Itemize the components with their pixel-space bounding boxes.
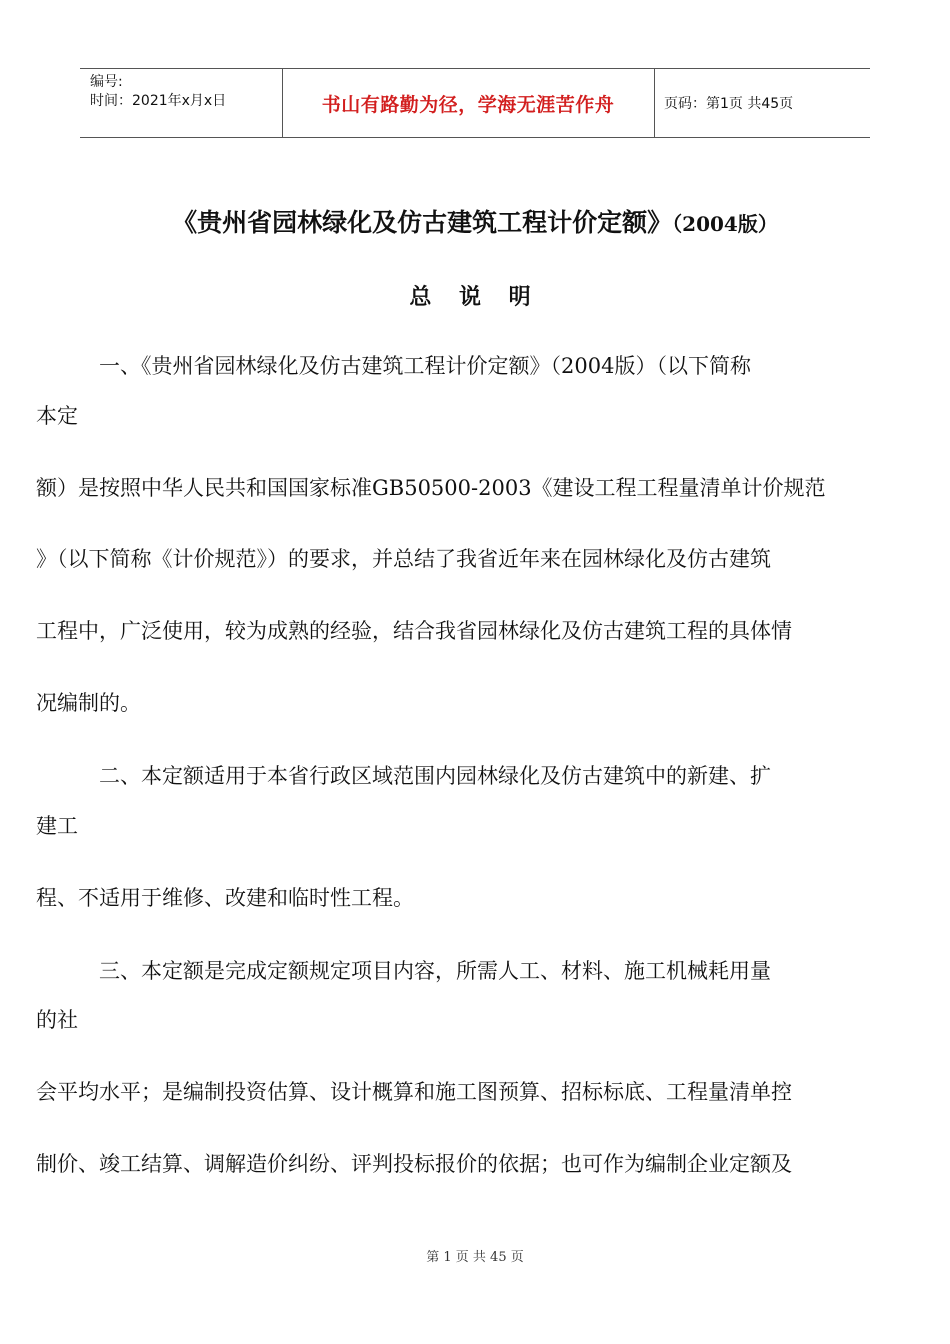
document-title-main: 《贵州省园林绿化及仿古建筑工程计价定额》 bbox=[172, 208, 673, 237]
page-footer: 第 1 页 共 45 页 bbox=[426, 1250, 524, 1265]
body-line: 二、本定额适用于本省行政区域范围内园林绿化及仿古建筑中的新建、扩 bbox=[36, 764, 771, 788]
body-line: 》（以下简称《计价规范》）的要求，并总结了我省近年来在园林绿化及仿古建筑 bbox=[36, 547, 771, 571]
body-line: 程、不适用于维修、改建和临时性工程。 bbox=[36, 886, 414, 910]
document-title bbox=[0, 203, 950, 239]
section-heading: 总 说 明 bbox=[409, 284, 541, 310]
header-page-info: 页码：第1页 共45页 bbox=[664, 96, 794, 112]
body-line: 建工 bbox=[36, 814, 78, 838]
body-line: 额）是按照中华人民共和国国家标准GB50500-2003《建设工程工程量清单计价规范 bbox=[36, 476, 826, 500]
document-number-label: 编号: bbox=[90, 74, 123, 90]
body-line: 会平均水平；是编制投资估算、设计概算和施工图预算、招标标底、工程量清单控 bbox=[36, 1080, 792, 1104]
header-divider bbox=[654, 69, 655, 137]
document-time: 时间：2021年x月x日 bbox=[90, 93, 227, 109]
body-line: 况编制的。 bbox=[36, 691, 141, 715]
body-line: 本定 bbox=[36, 404, 78, 428]
body-line: 的社 bbox=[36, 1008, 78, 1032]
body-line: 一、《贵州省园林绿化及仿古建筑工程计价定额》（2004版）（以下简称 bbox=[36, 354, 751, 378]
body-line: 制价、竣工结算、调解造价纠纷、评判投标报价的依据；也可作为编制企业定额及 bbox=[36, 1152, 792, 1176]
header-meta bbox=[90, 73, 226, 111]
document-title-edition: （2004版） bbox=[672, 212, 778, 236]
body-line: 三、本定额是完成定额规定项目内容，所需人工、材料、施工机械耗用量 bbox=[36, 959, 771, 983]
page-header bbox=[80, 68, 870, 138]
body-line: 工程中，广泛使用，较为成熟的经验，结合我省园林绿化及仿古建筑工程的具体情 bbox=[36, 619, 792, 643]
header-motto: 书山有路勤为径，学海无涯苦作舟 bbox=[321, 93, 615, 116]
